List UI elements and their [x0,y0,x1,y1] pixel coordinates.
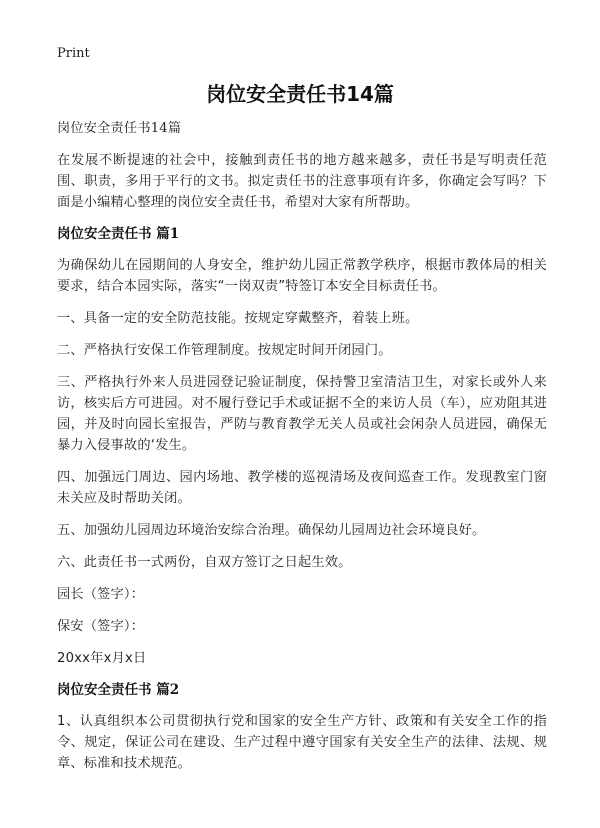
date-line: 20xx年x月x日 [57,651,147,666]
intro-paragraph: 在发展不断提速的社会中，接触到责任书的地方越来越多，责任书是写明责任范围、职责，多用于平行的文书。拟定责任书的注意事项有许多，你确定会写吗？下面是小编精心整理的岗位安全责任书，希望对大家有所帮助。 [57,153,547,210]
section1-paragraph: 为确保幼儿在园期间的人身安全，维护幼儿园正常教学秩序，根据市教体局的相关要求，结合本园实际，落实“一岗双责”特签订本安全目标责任书。 [57,258,547,294]
section1-paragraph: 三、严格执行外来人员进园登记验证制度，保持警卫室清洁卫生，对家长或外人来访，核实后方可进园。对不履行登记手术或证据不全的来访人员（车），应劝阻其进园，并及时向园长室报告，严防与教育教学无关人员或社会闲杂人员进园，确保无暴力入侵事故的‘发生。 [57,375,547,453]
document-body [57,118,547,785]
print-link[interactable]: Print [57,46,90,61]
section1-paragraph: 五、加强幼儿园周边环境治安综合治理。确保幼儿园周边社会环境良好。 [57,523,486,538]
section1-paragraph: 四、加强远门周边、园内场地、教学楼的巡视清场及夜间巡查工作。发现教室门窗未关应及时帮助关闭。 [57,470,547,506]
principal-signature-line: 园长（签字）： [57,587,145,602]
section1-paragraph: 二、严格执行安保工作管理制度。按规定时间开闭园门。 [57,343,392,358]
section-heading-1: 岗位安全责任书 篇1 [57,226,180,242]
section1-paragraph: 一、具备一定的安全防范技能。按规定穿戴整齐，着装上班。 [57,311,419,326]
section1-paragraph: 六、此责任书一式两份，自双方签订之日起生效。 [57,555,352,570]
section2-paragraph: 1、认真组织本公司贯彻执行党和国家的安全生产方针、政策和有关安全工作的指令、规定，保证公司在建设、生产过程中遵守国家有关安全生产的法律、法规、规章、标准和技术规范。 [57,714,547,771]
document-subtitle: 岗位安全责任书14篇 [57,121,182,136]
page-title: 岗位安全责任书14篇 [206,82,394,106]
guard-signature-line: 保安（签字）： [57,619,145,634]
section-heading-2: 岗位安全责任书 篇2 [57,682,180,698]
